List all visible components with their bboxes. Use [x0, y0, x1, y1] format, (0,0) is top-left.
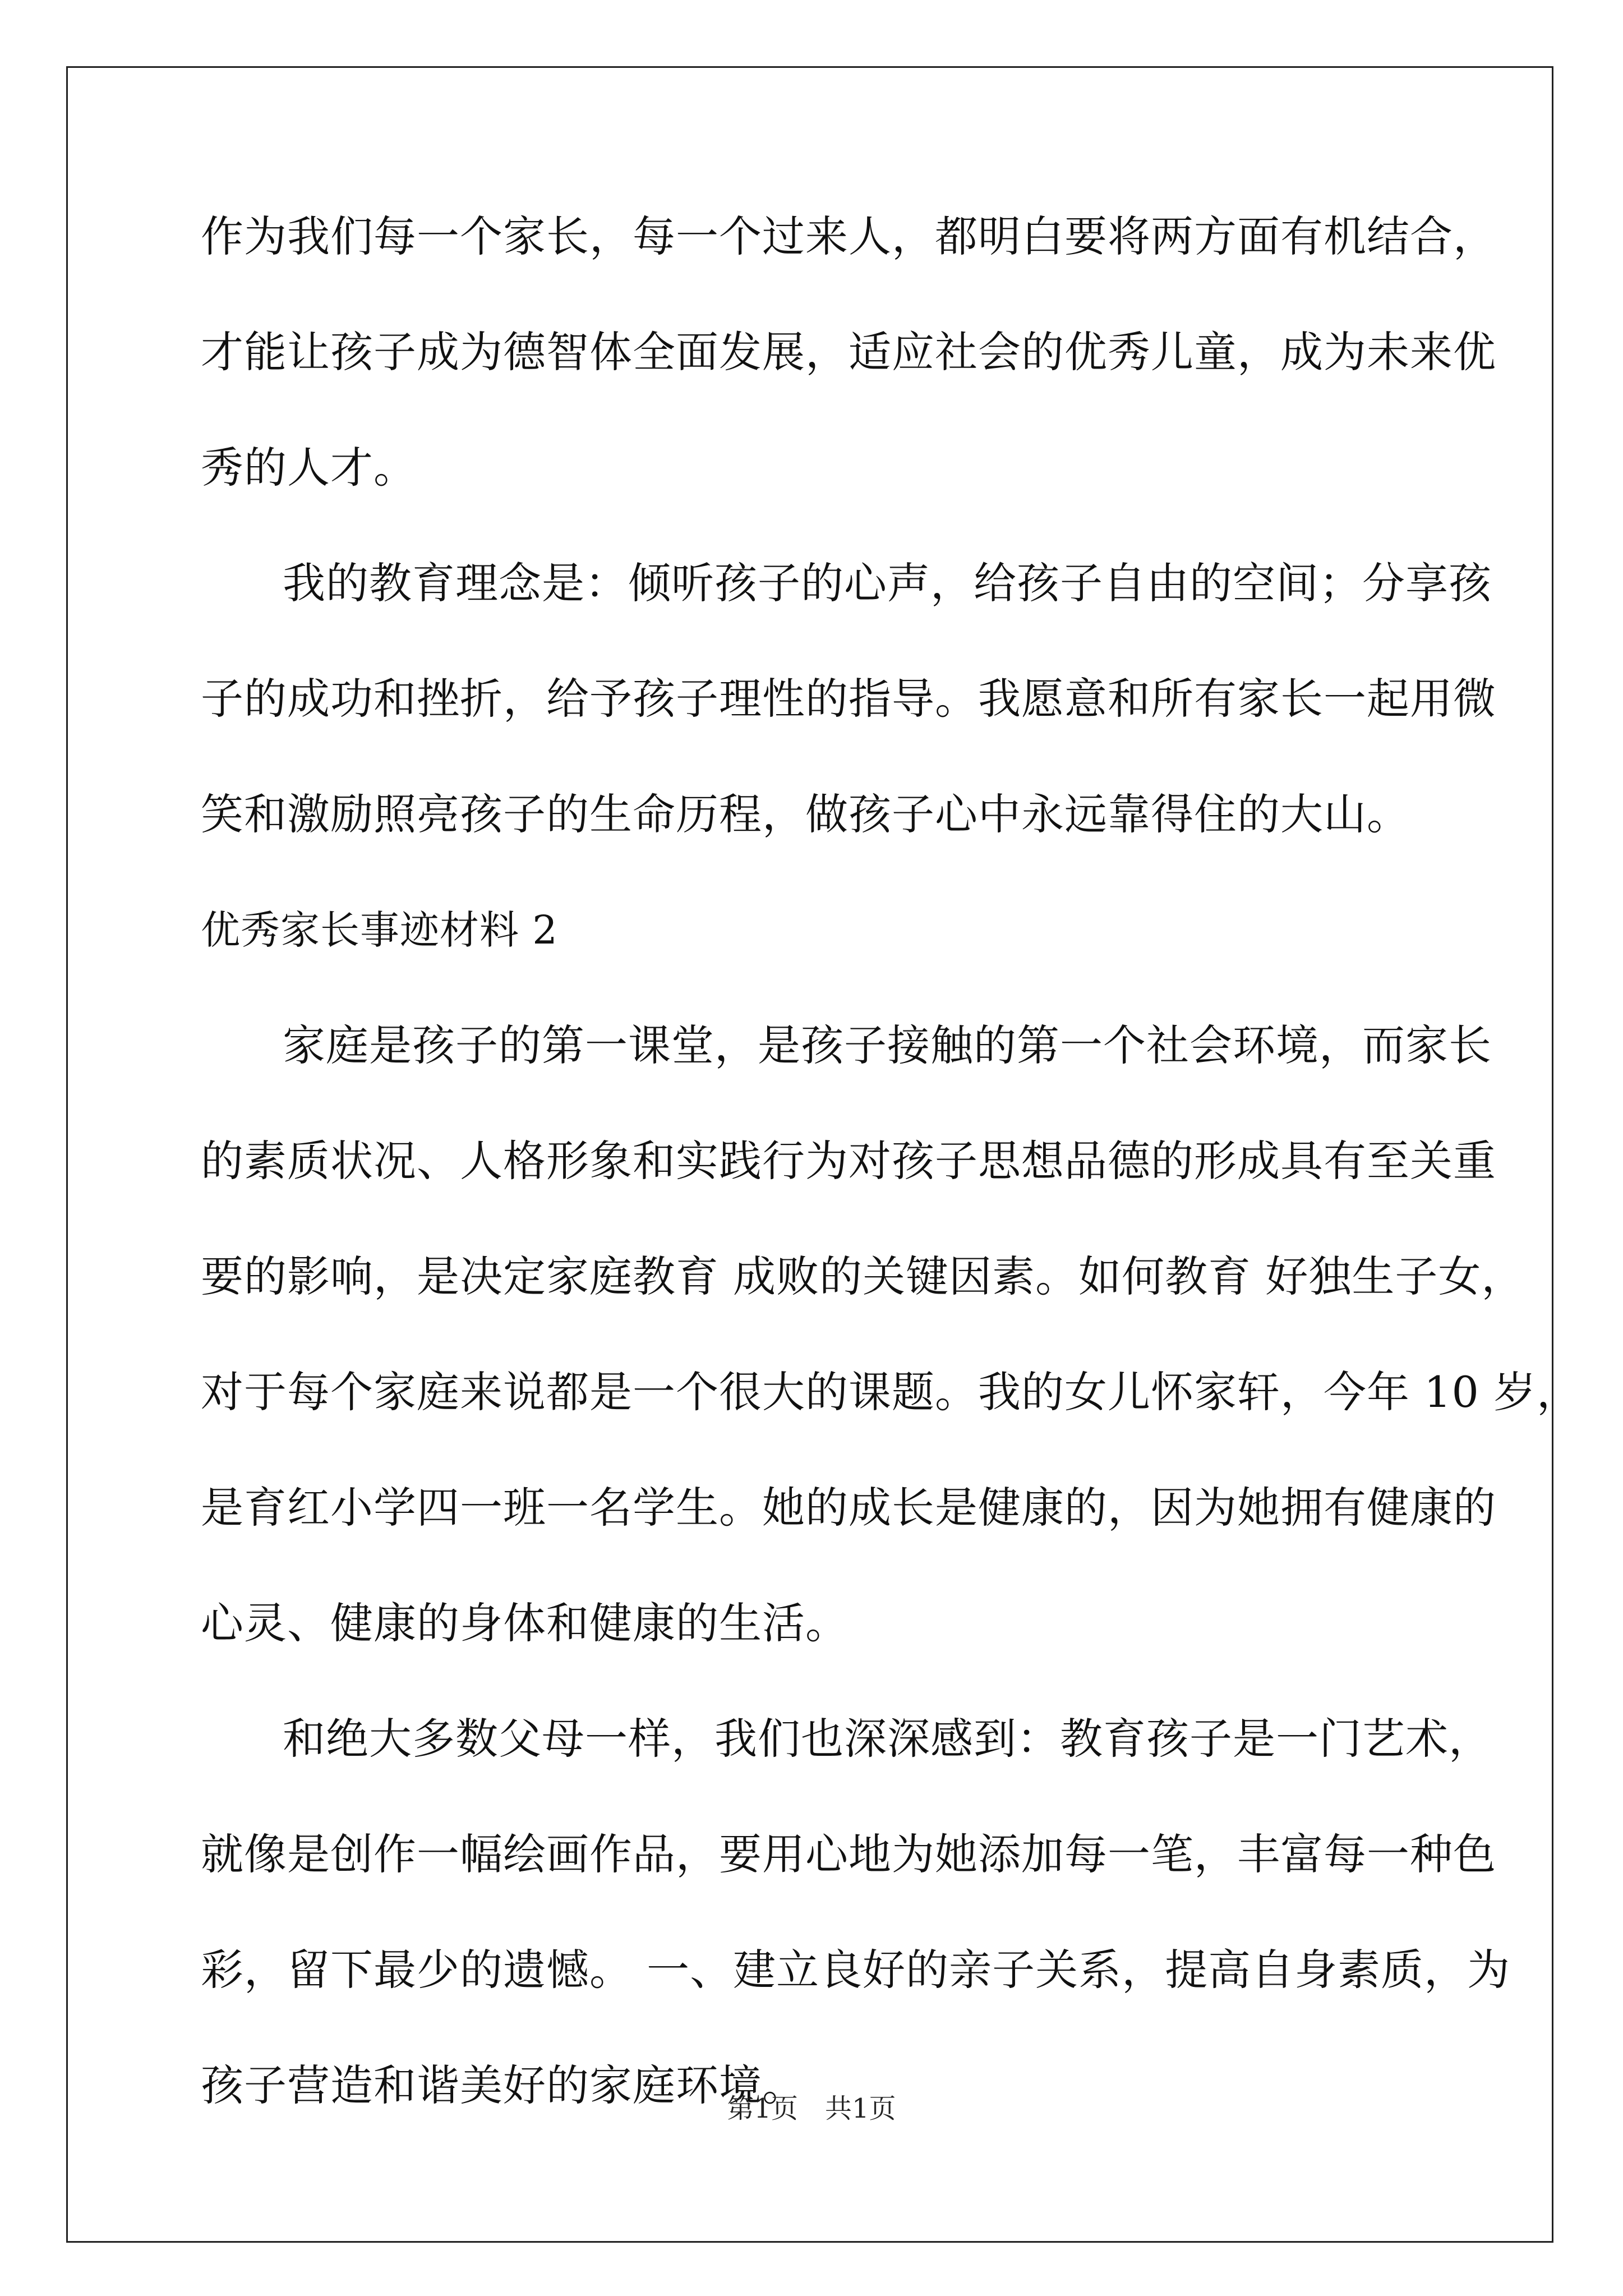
- text-line: 要的影响，是决定家庭教育 成败的关键因素。如何教育 好独生子女，: [201, 1251, 1525, 1301]
- text-line: 彩，留下最少的遗憾。 一、建立良好的亲子关系，提高自身素质，为: [201, 1945, 1511, 1995]
- text-line: 子的成功和挫折，给予孩子理性的指导。我愿意和所有家长一起用微: [201, 674, 1496, 724]
- text-line: 秀的人才。: [201, 443, 417, 493]
- document-body: [201, 209, 1580, 2173]
- text-line: 笑和激励照亮孩子的生命历程，做孩子心中永远靠得住的大山。: [201, 789, 1410, 839]
- text-line: 心灵、健康的身体和健康的生活。: [201, 1598, 849, 1648]
- paragraph-first-line: 和绝大多数父母一样，我们也深深感到：教育孩子是一门艺术，: [283, 1714, 1492, 1764]
- text-line: 是育红小学四一班一名学生。她的成长是健康的，因为她拥有健康的: [201, 1483, 1496, 1533]
- page-number-footer: 第1页 共1页: [727, 2093, 896, 2124]
- text-line: 作为我们每一个家长，每一个过来人，都明白要将两方面有机结合，: [201, 211, 1496, 261]
- text-line: 对于每个家庭来说都是一个很大的课题。我的女儿怀家轩，今年 10 岁，: [201, 1367, 1580, 1417]
- paragraph-first-line: 我的教育理念是：倾听孩子的心声，给孩子自由的空间；分享孩: [283, 558, 1492, 608]
- section-heading: 优秀家长事迹材料 2: [201, 907, 558, 953]
- paragraph-first-line: 家庭是孩子的第一课堂，是孩子接触的第一个社会环境，而家长: [283, 1020, 1492, 1070]
- text-line: 就像是创作一幅绘画作品，要用心地为她添加每一笔，丰富每一种色: [201, 1829, 1496, 1879]
- text-line: 才能让孩子成为德智体全面发展，适应社会的优秀儿童，成为未来优: [201, 327, 1496, 377]
- text-line: 的素质状况、人格形象和实践行为对孩子思想品德的形成具有至关重: [201, 1136, 1496, 1186]
- text-line: 孩子营造和谐美好的家庭环境。: [201, 2060, 805, 2110]
